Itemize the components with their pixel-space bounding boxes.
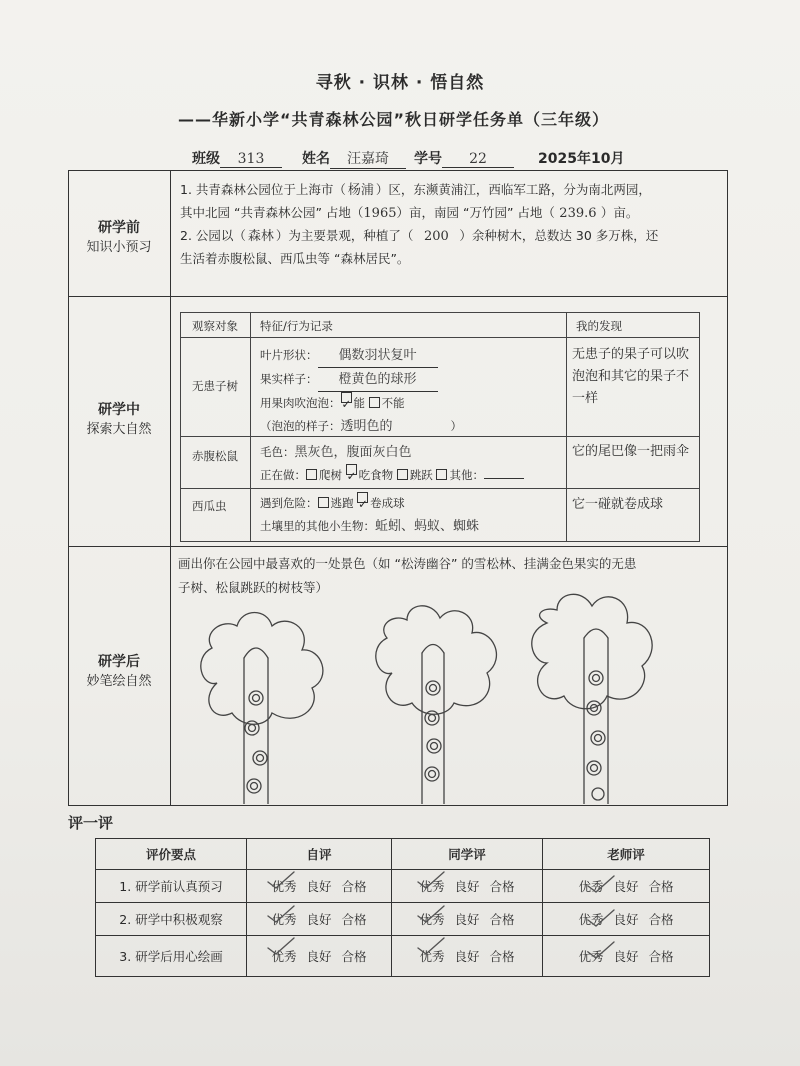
pre-line-4: 生活着赤腹松鼠、西瓜虫等 “森林居民”。	[180, 251, 410, 266]
page-title: 寻秋 · 识林 · 悟自然	[315, 73, 485, 93]
id-value: 22	[442, 151, 514, 168]
obs-col-divider-1	[250, 312, 251, 542]
checkbox-jump[interactable]	[397, 469, 408, 480]
pre-label-main: 研学前	[98, 220, 140, 236]
subject-soapberry: 无患子树	[192, 379, 238, 393]
eval-point: 2. 研学中积极观察	[96, 903, 247, 936]
teacher-rating[interactable]: 优秀 良好 合格	[543, 936, 710, 977]
page-subtitle: ——华新小学“共青森林公园”秋日研学任务单（三年级）	[178, 110, 610, 129]
subject-squirrel: 赤腹松鼠	[192, 449, 238, 463]
tree-drawing	[172, 578, 727, 804]
teacher-rating[interactable]: 优秀 良好 合格	[543, 870, 710, 903]
eval-header-teacher: 老师评	[543, 839, 710, 870]
evaluation-title: 评一评	[68, 814, 114, 832]
mid-section-label	[68, 400, 170, 440]
row-divider-2	[68, 546, 728, 547]
class-field	[192, 148, 282, 168]
id-field	[414, 148, 514, 168]
south-area-answer: 239.6	[559, 206, 597, 221]
subject-pillbug: 西瓜虫	[192, 499, 227, 513]
mid-label-main: 研学中	[98, 402, 140, 418]
bubble-look-answer: 透明色的	[340, 419, 393, 434]
self-rating[interactable]: 优秀 良好 合格	[247, 870, 392, 903]
peer-rating[interactable]: 优秀 良好 合格	[392, 903, 543, 936]
post-section-label	[68, 652, 170, 692]
teacher-rating[interactable]: 优秀 良好 合格	[543, 903, 710, 936]
obs-col-finding: 我的发现	[576, 319, 622, 333]
class-label: 班级	[192, 151, 220, 167]
obs-header-divider	[180, 337, 700, 338]
pre-line-2: 其中北园 “共青森林公园” 占地（1965）亩，南园 “万竹园” 占地（ 239.6 ）亩。	[180, 202, 720, 225]
prompt-line-2: 子树、松鼠跳跃的树枝等）	[178, 580, 329, 595]
checkbox-climb[interactable]	[306, 469, 317, 480]
eval-point: 3. 研学后用心绘画	[96, 936, 247, 977]
peer-rating[interactable]: 优秀 良好 合格	[392, 870, 543, 903]
obs-col-record: 特征/行为记录	[260, 319, 333, 333]
class-value: 313	[220, 151, 282, 168]
pre-questions	[180, 179, 720, 270]
name-value: 汪嘉琦	[330, 148, 406, 169]
obs-col-subject: 观察对象	[192, 319, 238, 333]
eval-header-peer: 同学评	[392, 839, 543, 870]
pillbug-finding: 它一碰就卷成球	[572, 497, 664, 512]
name-field	[302, 148, 406, 169]
soapberry-finding: 无患子的果子可以吹泡泡和其它的果子不一样	[572, 347, 690, 406]
rating-check-marks	[250, 870, 720, 970]
fur-answer: 黑灰色，腹面灰白色	[294, 445, 412, 460]
checkbox-can[interactable]: ✓	[341, 392, 352, 403]
pre-section-label	[68, 218, 170, 258]
label-column-divider	[170, 170, 171, 806]
self-rating[interactable]: 优秀 良好 合格	[247, 936, 392, 977]
soapberry-record: 叶片形状： 偶数羽状复叶 果实样子： 橙黄色的球形 用果肉吹泡泡：✓ 能 不能 （泡泡的样子：透明色的 ）	[260, 344, 462, 438]
soil-creatures-answer: 蚯蚓、蚂蚁、蜘蛛	[375, 519, 480, 534]
obs-row-divider-2	[180, 488, 700, 489]
post-label-main: 研学后	[98, 654, 140, 670]
prompt-line-1: 画出你在公园中最喜欢的一处景色（如 “松涛幽谷” 的雪松林、挂满金色果实的无患	[178, 556, 637, 571]
species-answer: 200	[424, 229, 449, 244]
checkbox-run[interactable]	[318, 497, 329, 508]
self-rating[interactable]: 优秀 良好 合格	[247, 903, 392, 936]
pre-label-sub: 知识小预习	[86, 240, 152, 255]
squirrel-record: 毛色：黑灰色，腹面灰白色 正在做： 爬树 ✓ 吃食物 跳跃 其他：	[260, 441, 524, 486]
obs-col-divider-2	[566, 312, 567, 542]
checkbox-other[interactable]	[436, 469, 447, 480]
mid-label-sub: 探索大自然	[86, 422, 152, 437]
eval-point: 1. 研学前认真预习	[96, 870, 247, 903]
id-label: 学号	[414, 151, 442, 167]
squirrel-finding: 它的尾巴像一把雨伞	[572, 444, 690, 459]
pre-line-1: 1. 共青森林公园位于上海市（ 杨浦 ）区，东濒黄浦江，西临军工路，分为南北两园，	[180, 179, 720, 202]
fruit-answer: 橙黄色的球形	[318, 368, 438, 392]
eval-header-self: 自评	[247, 839, 392, 870]
date: 2025年10月	[538, 151, 625, 167]
checkbox-roll[interactable]: ✓	[357, 492, 368, 503]
eval-header-points: 评价要点	[96, 839, 247, 870]
checkbox-eat[interactable]: ✓	[346, 464, 357, 475]
name-label: 姓名	[302, 151, 330, 167]
checkbox-cannot[interactable]	[369, 397, 380, 408]
north-area-answer: 1965	[363, 206, 397, 221]
eval-header-row	[96, 839, 710, 870]
post-label-sub: 妙笔绘自然	[86, 674, 152, 689]
landscape-answer: 森林	[247, 229, 274, 244]
pillbug-record: 遇到危险： 逃跑 ✓ 卷成球 土壤里的其他小生物：蚯蚓、蚂蚁、蜘蛛	[260, 492, 479, 538]
peer-rating[interactable]: 优秀 良好 合格	[392, 936, 543, 977]
leaf-shape-answer: 偶数羽状复叶	[318, 344, 438, 368]
pre-line-3: 2. 公园以（ 森林 ）为主要景观，种植了（ 200 ）余种树木，总数达 30 多万株，还	[180, 225, 720, 248]
district-answer: 杨浦	[347, 183, 374, 198]
row-divider-1	[68, 296, 728, 297]
